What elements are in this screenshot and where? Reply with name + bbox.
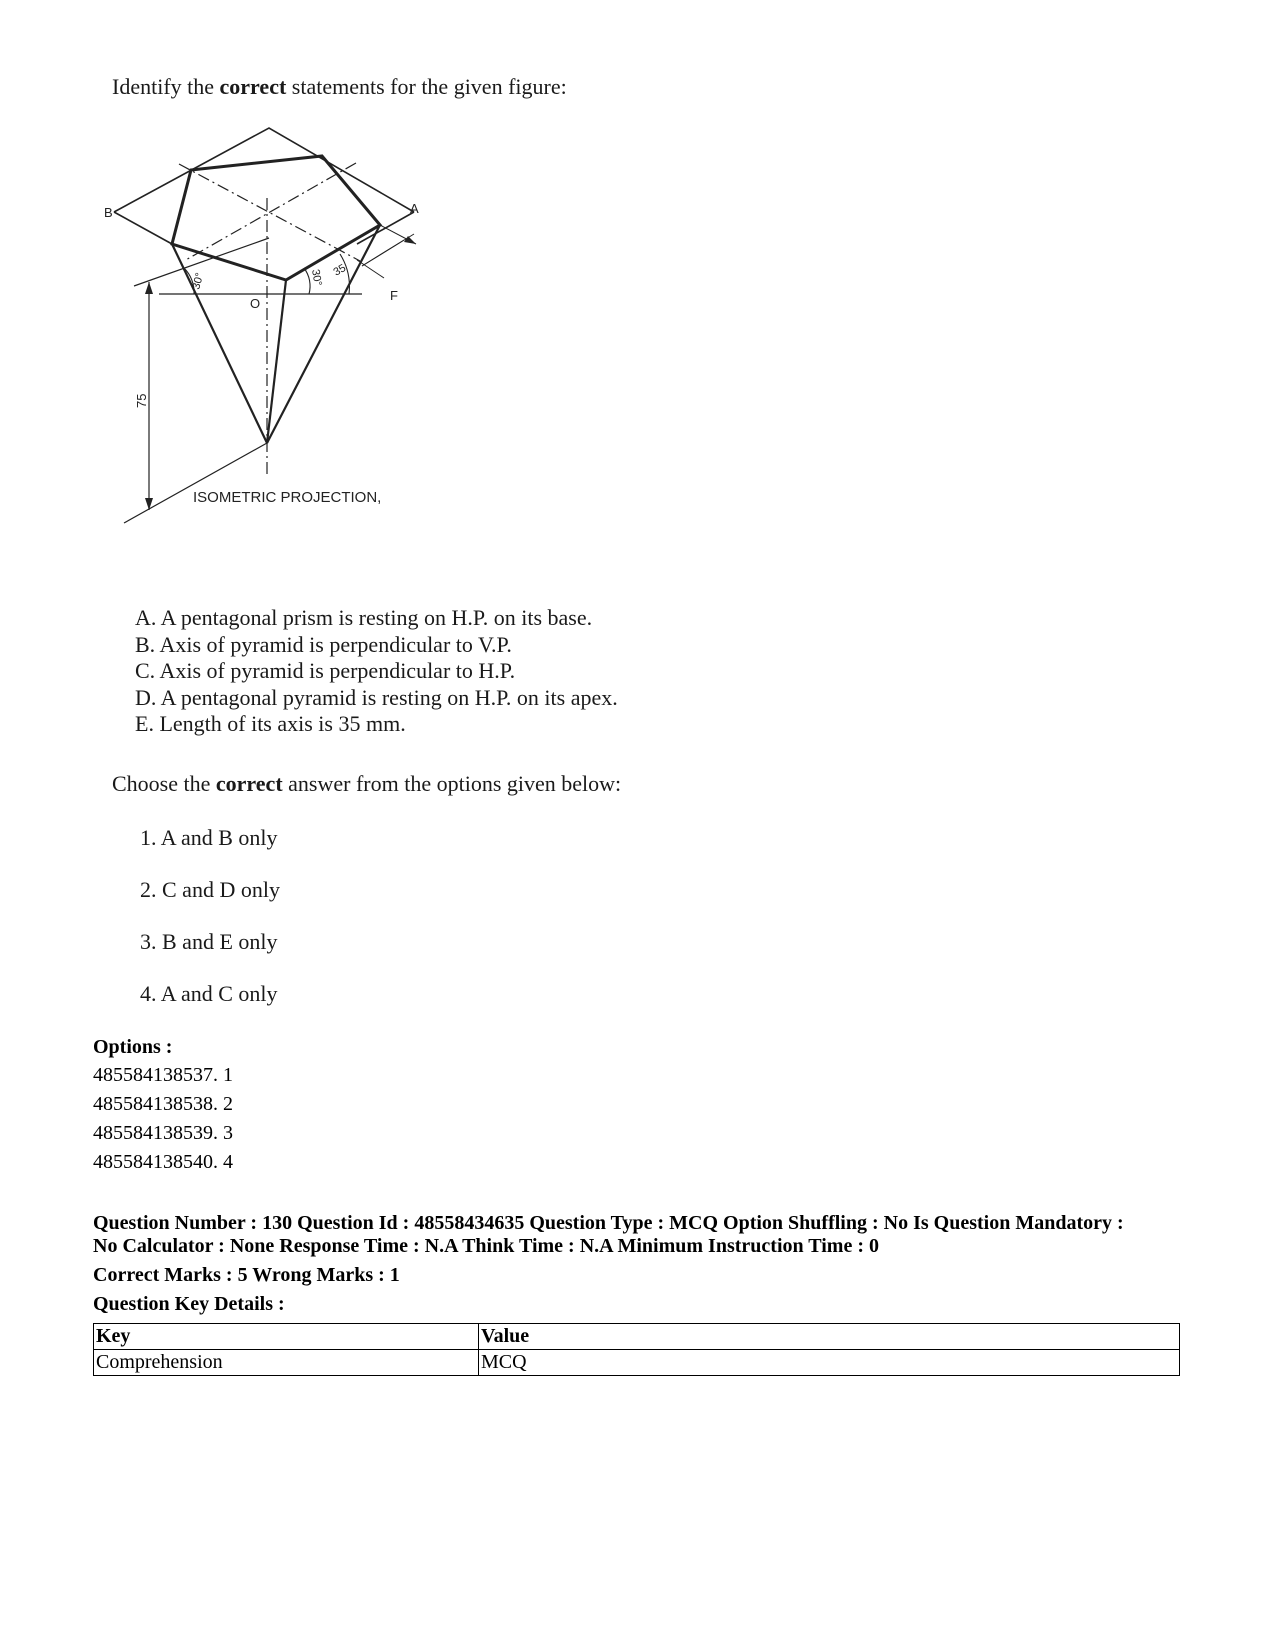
statement-list [135, 605, 618, 738]
question-meta-line: No Calculator : None Response Time : N.A Think Time : N.A Minimum Instruction Time : 0 [93, 1235, 879, 1257]
figure-angle-mid: 30° [309, 268, 324, 287]
figure-label-a: A [410, 201, 419, 216]
figure-dimension-75: 75 [134, 393, 149, 408]
figure-dimension-35: 35 [331, 262, 349, 279]
choose-text-start: Choose the [112, 771, 216, 796]
question-prompt [112, 74, 567, 100]
answer-choice: 4. A and C only [140, 981, 278, 1006]
table-cell: MCQ [479, 1350, 1180, 1376]
answer-choice: 1. A and B only [140, 825, 278, 850]
statement: B. Axis of pyramid is perpendicular to V.P. [135, 631, 512, 657]
prompt-text-start: Identify the [112, 74, 220, 99]
dimension-line-35 [362, 240, 404, 266]
pyramid-edge [172, 244, 267, 443]
marks-line: Correct Marks : 5 Wrong Marks : 1 [93, 1264, 400, 1286]
isometric-square-line [114, 212, 172, 244]
key-details-heading: Question Key Details : [93, 1293, 285, 1315]
prompt-emphasis: correct [219, 74, 287, 99]
option-item: 485584138537. 1 [93, 1064, 233, 1086]
option-item: 485584138539. 3 [93, 1122, 233, 1144]
figure-label-b: B [104, 205, 113, 220]
question-meta-line: Question Number : 130 Question Id : 48558434635 Question Type : MCQ Option Shuffling : No Is Question Mandatory : [93, 1212, 1124, 1234]
arrowhead [145, 498, 153, 510]
isometric-projection-figure [104, 118, 444, 548]
table-header-cell: Key [94, 1324, 479, 1350]
answer-choice: 3. B and E only [140, 929, 278, 954]
statement: C. Axis of pyramid is perpendicular to H.P. [135, 658, 516, 683]
figure-angle-left: 30° [190, 271, 207, 291]
table-row [94, 1350, 1180, 1376]
leader-line [357, 260, 384, 278]
question-key-table [93, 1323, 1180, 1376]
statement: E. Length of its axis is 35 mm. [135, 711, 406, 736]
angle-arc-right [304, 268, 310, 294]
option-item: 485584138540. 4 [93, 1151, 233, 1173]
table-header-row [94, 1324, 1180, 1350]
statement: A. A pentagonal prism is resting on H.P. on its base. [135, 605, 593, 630]
prompt-text-end: statements for the given figure: [286, 74, 567, 99]
statement: D. A pentagonal pyramid is resting on H.P. on its apex. [135, 684, 618, 710]
arrowhead [145, 282, 153, 294]
choose-instruction [112, 771, 621, 797]
options-heading: Options : [93, 1036, 173, 1058]
figure-label-o: O [250, 296, 261, 311]
choose-emphasis: correct [215, 771, 283, 796]
arrowhead [404, 236, 416, 244]
ground-line [124, 443, 267, 523]
figure-caption: ISOMETRIC PROJECTION, [193, 489, 382, 506]
option-item: 485584138538. 2 [93, 1093, 233, 1115]
isometric-square-line [114, 128, 414, 212]
answer-choice: 2. C and D only [140, 877, 280, 902]
figure-label-f: F [390, 288, 398, 303]
pyramid-edge [267, 280, 286, 443]
table-header-cell: Value [479, 1324, 1180, 1350]
choose-text-end: answer from the options given below: [282, 771, 622, 796]
table-cell: Comprehension [94, 1350, 479, 1376]
center-line [184, 163, 356, 261]
